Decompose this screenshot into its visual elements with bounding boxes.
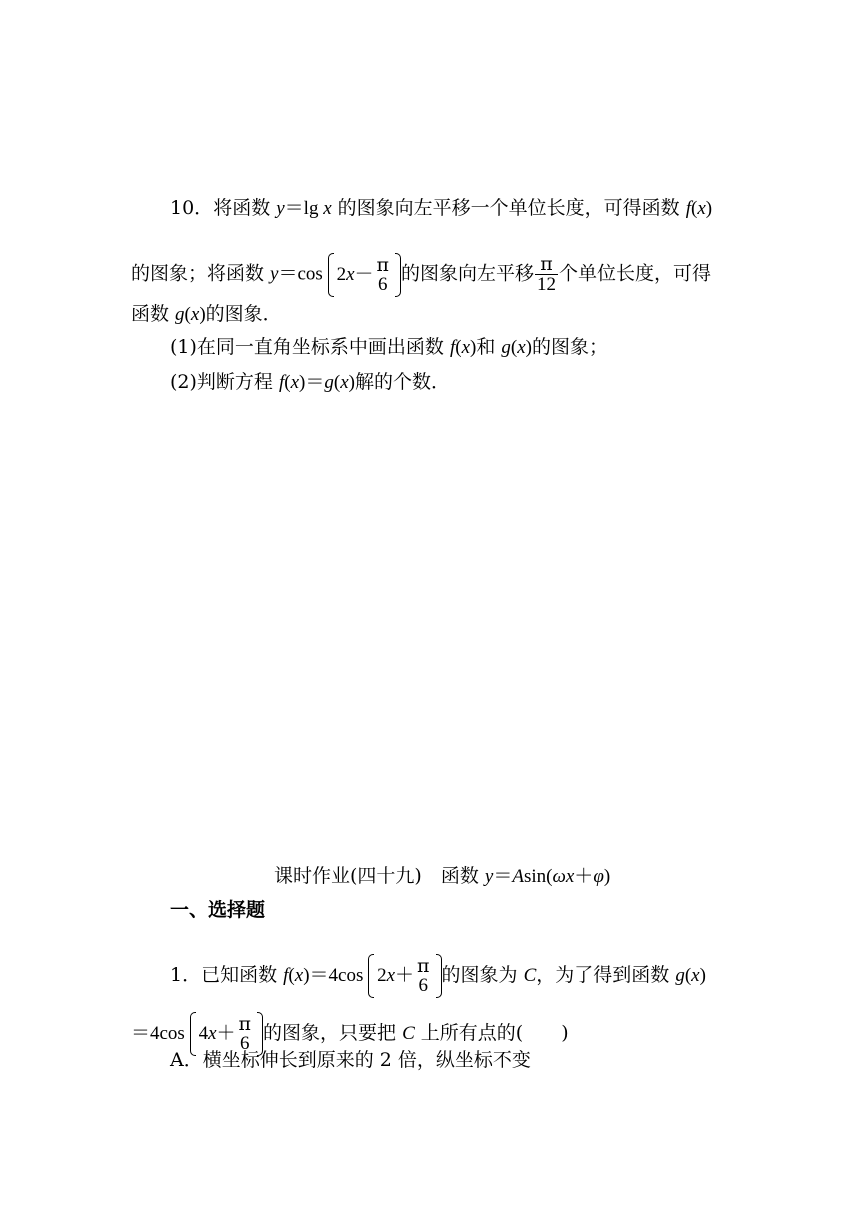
coef: 4: [198, 1023, 209, 1044]
var-C: C: [523, 965, 537, 986]
text: ＝cos: [278, 263, 328, 285]
fraction-pi-6: [415, 956, 432, 996]
text: 个单位长度，可得: [559, 262, 712, 285]
text: (2)判断方程: [170, 371, 279, 393]
denominator: 6: [240, 1033, 250, 1054]
coef: 2: [377, 965, 387, 986]
var-g: g: [501, 337, 511, 358]
text: 的图象向左平移一个单位长度，可得函数: [331, 197, 686, 219]
section-title: [274, 864, 610, 889]
text: 和: [476, 336, 502, 358]
q10-line-3: 函数 g(x)的图象．: [131, 303, 282, 325]
q1-option-a: A．横坐标伸长到原来的 2 倍，纵坐标不变: [170, 1049, 531, 1071]
numerator: π: [238, 1013, 252, 1035]
equals: ＝: [305, 372, 325, 393]
coef: 2: [336, 263, 347, 285]
numerator: π: [376, 253, 390, 276]
section-heading: 一、选择题: [170, 899, 266, 921]
text: 上所有点的( ): [414, 1022, 569, 1044]
q10-text: 将函数: [213, 197, 277, 219]
q10-part-1: (1)在同一直角坐标系中画出函数 f(x)和 g(x)的图象；: [170, 336, 608, 358]
paren-open: (: [691, 198, 698, 219]
var-x: x: [697, 198, 706, 219]
var-A: A: [512, 866, 524, 887]
text: (1)在同一直角坐标系中画出函数: [170, 336, 450, 358]
var-f: f: [449, 337, 456, 358]
q1-line-1: 1．已知函数 f(x)＝4cos 2x＋ π 6 的图象为 C，为了得到函数 g(x): [170, 955, 706, 996]
var-f: f: [278, 372, 285, 393]
q1-number: 1．: [170, 964, 202, 986]
text: 的图象为: [441, 964, 524, 986]
var-phi: φ: [593, 866, 604, 887]
var-x: x: [386, 965, 396, 986]
sin: sin(: [523, 866, 553, 887]
text: ，为了得到函数: [536, 964, 676, 986]
var-x: x: [346, 263, 355, 285]
plus: ＋: [395, 965, 415, 986]
text: 的图象；将函数: [131, 262, 271, 285]
var-x: x: [461, 337, 471, 358]
numerator: π: [417, 955, 430, 977]
text: 课时作业(四十九) 函数: [274, 865, 485, 887]
var-C: C: [402, 1023, 415, 1044]
var-x: x: [190, 304, 200, 325]
var-omega-x: ωx: [552, 866, 575, 887]
text: 解的个数．: [354, 371, 450, 393]
equals: ＝: [493, 866, 513, 887]
var-x: x: [294, 965, 304, 986]
denominator: 6: [378, 273, 388, 295]
text: 函数: [131, 303, 176, 325]
bracket-expression: [328, 255, 401, 295]
text: ＝lg: [284, 198, 324, 219]
var-y: y: [276, 198, 285, 219]
text: ＝4cos: [309, 965, 369, 986]
var-x: x: [691, 965, 700, 986]
var-y: y: [270, 263, 279, 285]
var-g: g: [324, 372, 334, 393]
var-x: x: [340, 372, 349, 393]
paren-close: ): [705, 198, 713, 219]
var-g: g: [175, 304, 185, 325]
minus: －: [354, 263, 374, 285]
text: ＝4cos: [131, 1023, 190, 1044]
q10-part-2: (2)判断方程 f(x)＝g(x)解的个数．: [170, 371, 450, 393]
q10-line-2: [131, 254, 711, 295]
var-x: x: [208, 1023, 217, 1044]
var-y: y: [484, 866, 494, 887]
var-f: f: [283, 965, 289, 986]
q10-line-1: [170, 196, 712, 221]
denominator: 12: [537, 274, 557, 295]
text: 的图象，只要把: [263, 1022, 403, 1044]
plus: ＋: [216, 1023, 236, 1044]
text: 的图象；: [531, 336, 608, 358]
text: 已知函数: [201, 964, 284, 986]
fraction-pi-6: [375, 255, 392, 295]
var-f: f: [685, 198, 692, 219]
bracket-expression: [368, 956, 441, 996]
text: 的图象．: [205, 303, 282, 325]
plus: ＋: [574, 866, 594, 887]
text: 的图象向左平移: [401, 262, 535, 285]
fraction-pi-12: [535, 254, 558, 295]
var-x: x: [290, 372, 300, 393]
paren-close: ): [603, 866, 611, 887]
denominator: 6: [418, 975, 429, 996]
var-x: x: [517, 337, 526, 358]
var-x: x: [323, 198, 332, 219]
var-g: g: [675, 965, 685, 986]
numerator: π: [540, 253, 553, 275]
q10-number: 10．: [170, 197, 214, 219]
